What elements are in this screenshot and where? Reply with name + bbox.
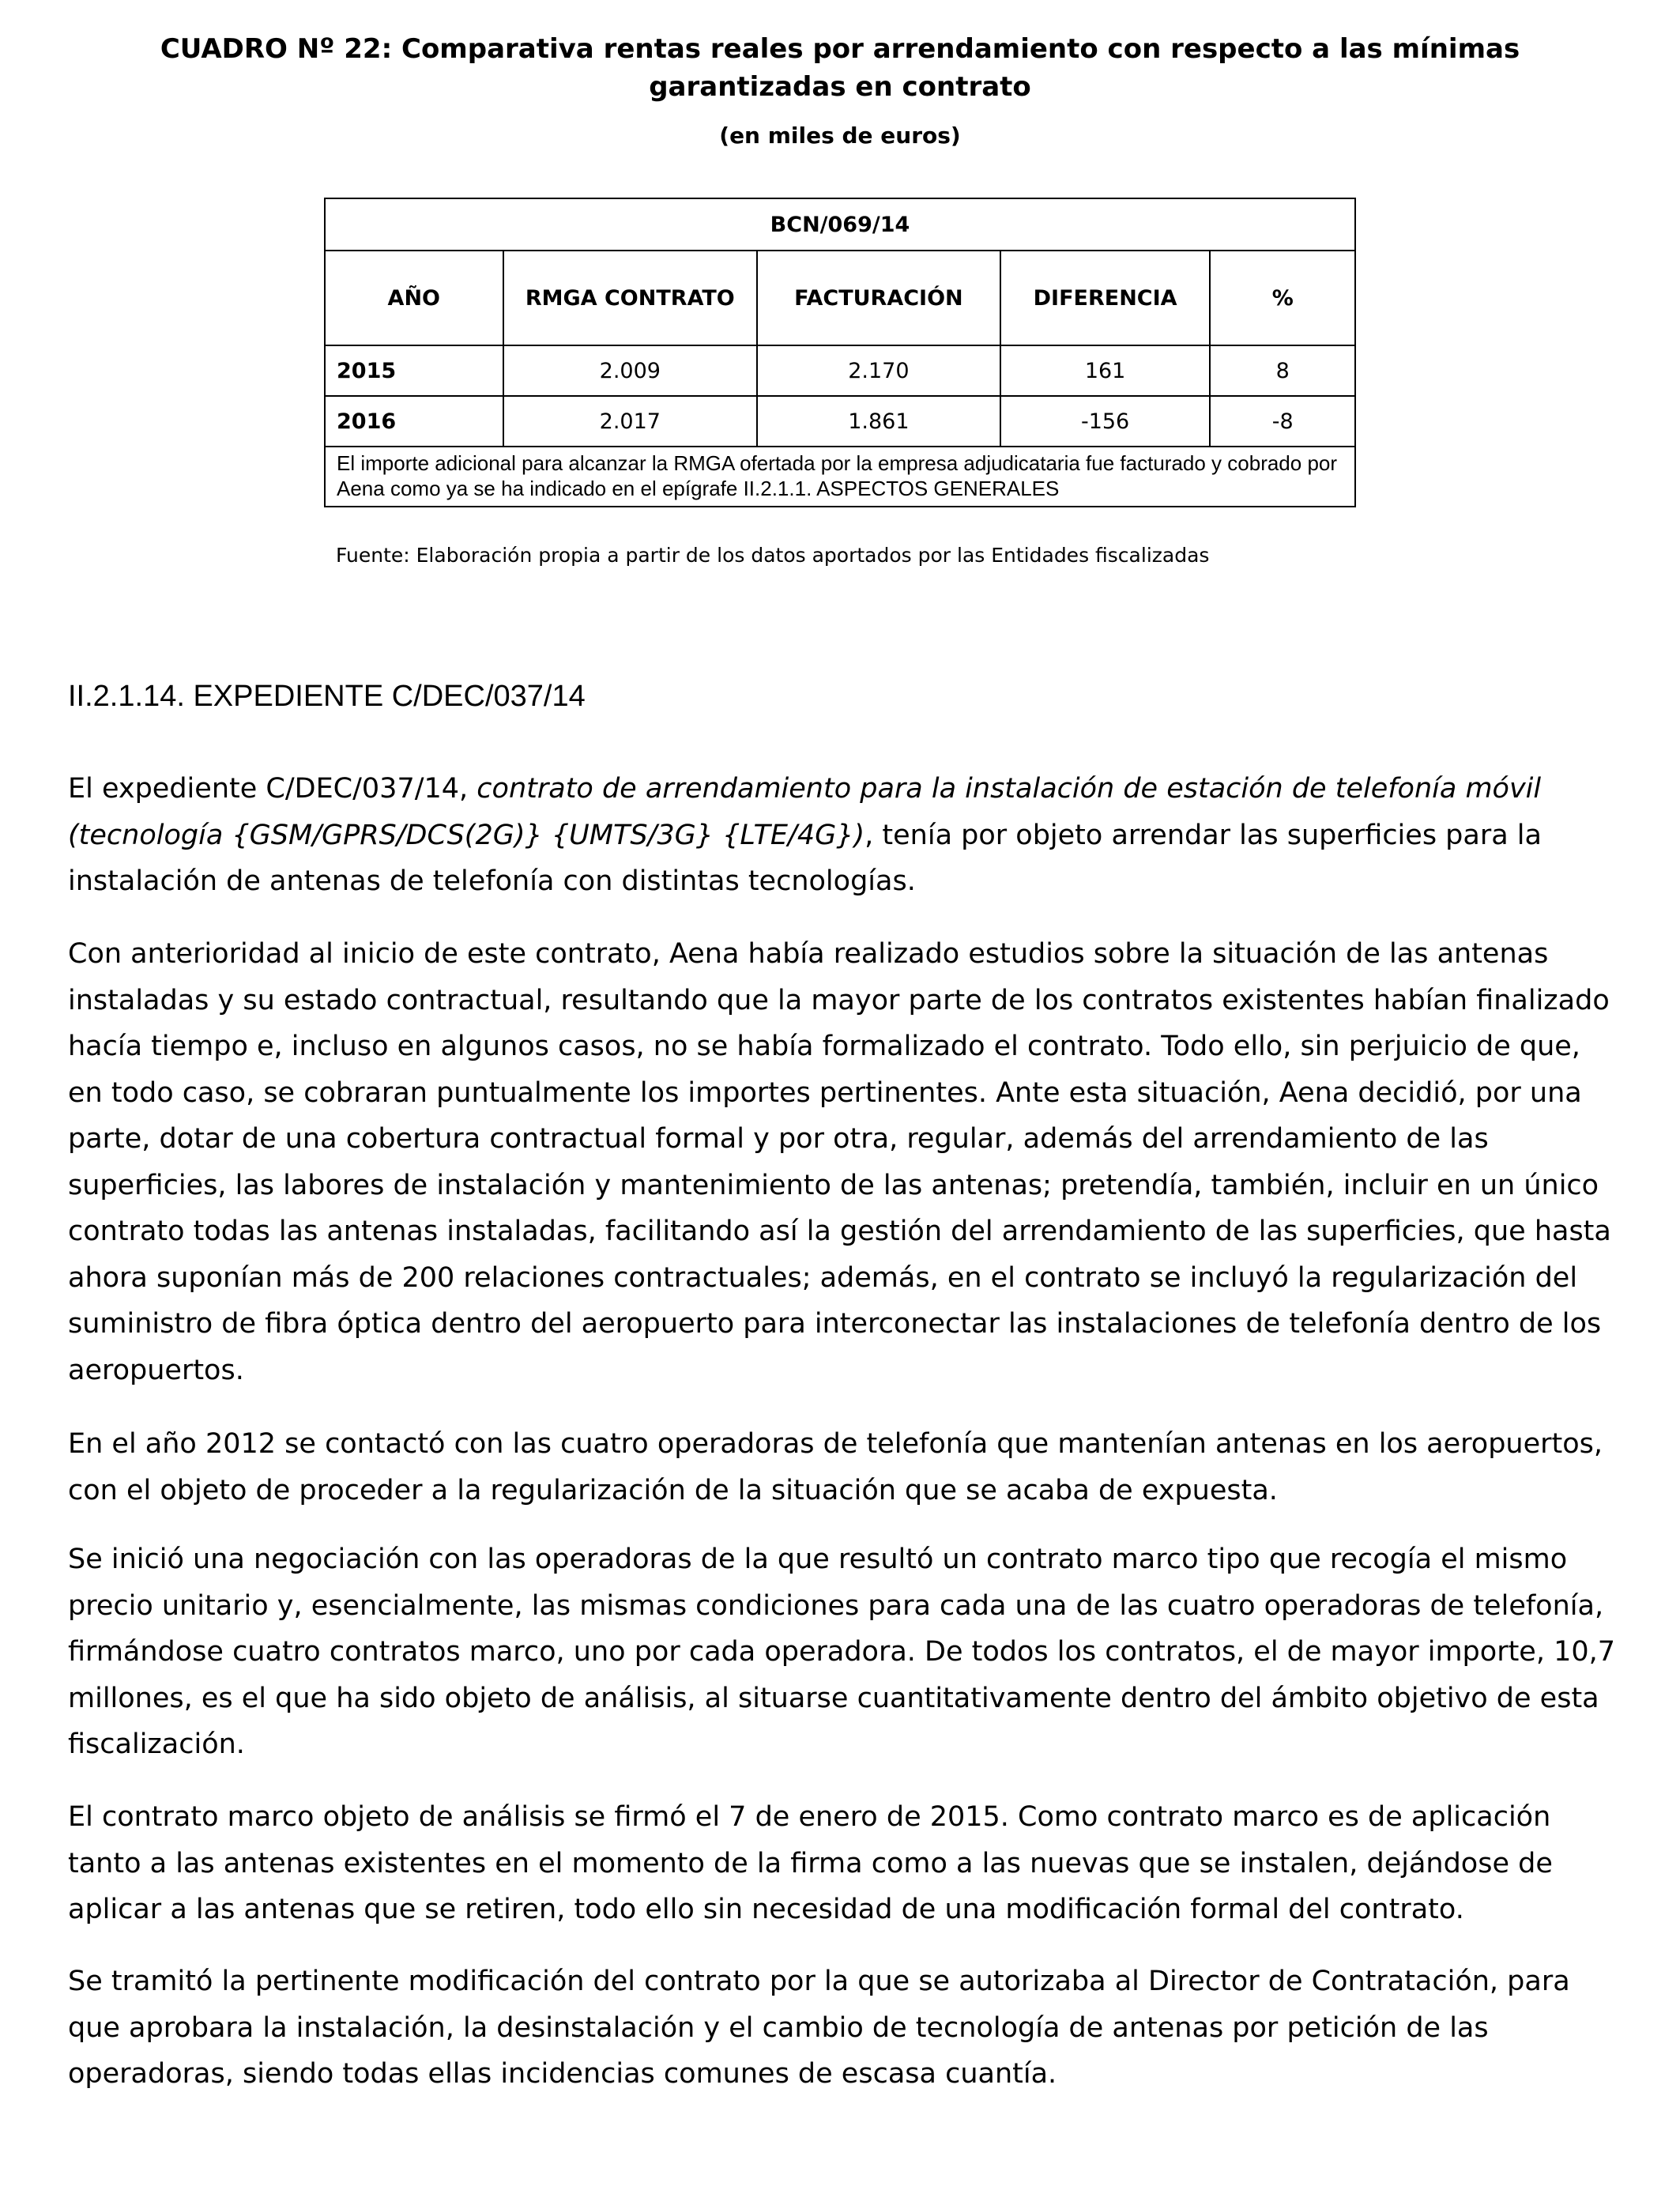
paragraph: En el año 2012 se contactó con las cuatro operadoras de telefonía que mantenían antenas en los aeropuertos, con el objeto de proceder a la regularización de la situación que se acaba de expuesta. [68, 1428, 1603, 1506]
paragraph: Se inició una negociación con las operadoras de la que resultó un contrato marco tipo que recogía el mismo precio unitario y, esencialmente, las mismas condiciones para cada una de las cuatro operadoras de telefonía, firmándose cuatro contratos marco, uno por cada operadora. De todos los contratos, el de mayor importe, 10,7 millones, es el que ha sido objeto de análisis, al situarse cuantitativamente dentro del ámbito objetivo de esta fiscalización. [68, 1544, 1616, 1760]
table-subtitle: (en miles de euros) [719, 123, 961, 149]
column-header: RMGA CONTRATO [503, 251, 757, 345]
column-header: % [1210, 251, 1355, 345]
contract-title-italic: contrato de arrendamiento para la instalación de estación de telefonía móvil (tecnología {GSM/GPRS/DCS(2G)} {UMTS/3G} {LTE/4G}) [68, 773, 1542, 851]
paragraph: El contrato marco objeto de análisis se firmó el 7 de enero de 2015. Como contrato marco es de aplicación tanto a las antenas existentes en el momento de la firma como a las nuevas que se instalen, dejándose de aplicar a las antenas que se retiren, todo ello sin necesidad de una modificación formal del contrato. [68, 1801, 1553, 1925]
table-cell: 161 [1000, 345, 1211, 396]
table-cell: 1.861 [757, 396, 1000, 447]
table-header-row [325, 251, 1355, 345]
table-cell: 2.009 [503, 345, 757, 396]
table-cell: 2015 [325, 345, 503, 396]
section-heading: II.2.1.14. EXPEDIENTE C/DEC/037/14 [68, 680, 586, 713]
column-header: FACTURACIÓN [757, 251, 1000, 345]
table-code: BCN/069/14 [325, 198, 1355, 251]
paragraph: Con anterioridad al inicio de este contrato, Aena había realizado estudios sobre la situación de las antenas instaladas y su estado contractual, resultando que la mayor parte de los contratos existentes habían finalizado hacía tiempo e, incluso en algunos casos, no se había formalizado el contrato. Todo ello, sin perjuicio de que, en todo caso, se cobraran puntualmente los importes pertinentes. Ante esta situación, Aena decidió, por una parte, dotar de una cobertura contractual formal y por otra, regular, además del arrendamiento de las superficies, las labores de instalación y mantenimiento de las antenas; pretendía, también, incluir en un único contrato todas las antenas instaladas, facilitando así la gestión del arrendamiento de las superficies, que hasta ahora suponían más de 200 relaciones contractuales; además, en el contrato se incluyó la regularización del suministro de fibra óptica dentro del aeropuerto para interconectar las instalaciones de telefonía dentro de los aeropuertos. [68, 938, 1611, 1386]
table-cell: -8 [1210, 396, 1355, 447]
table-cell: -156 [1000, 396, 1211, 447]
table-cell: 2016 [325, 396, 503, 447]
column-header: DIFERENCIA [1000, 251, 1211, 345]
paragraph: Se tramitó la pertinente modificación del contrato por la que se autorizaba al Director de Contratación, para que aprobara la instalación, la desinstalación y el cambio de tecnología de antenas por petición de las operadoras, siendo todas ellas incidencias comunes de escasa cuantía. [68, 1966, 1570, 2090]
comparison-table [324, 198, 1356, 507]
table-cell: 8 [1210, 345, 1355, 396]
table-source: Fuente: Elaboración propia a partir de los datos aportados por las Entidades fiscalizadas [336, 544, 1210, 567]
table-title: CUADRO Nº 22: Comparativa rentas reales por arrendamiento con respecto a las mínimas garantizadas en contrato [160, 33, 1520, 103]
paragraph-text: El expediente C/DEC/037/14, [68, 773, 477, 805]
table-row [325, 396, 1355, 447]
paragraph [68, 766, 1617, 905]
table-cell: 2.170 [757, 345, 1000, 396]
paragraph-text: , tenía por objeto arrendar las superficies para la instalación de antenas de telefonía con distintas tecnologías. [68, 819, 1542, 897]
column-header: AÑO [325, 251, 503, 345]
table-note: El importe adicional para alcanzar la RMGA ofertada por la empresa adjudicataria fue facturado y cobrado por Aena como ya se ha indicado en el epígrafe II.2.1.1. ASPECTOS GENERALES [325, 447, 1355, 507]
table-row [325, 345, 1355, 396]
table-cell: 2.017 [503, 396, 757, 447]
